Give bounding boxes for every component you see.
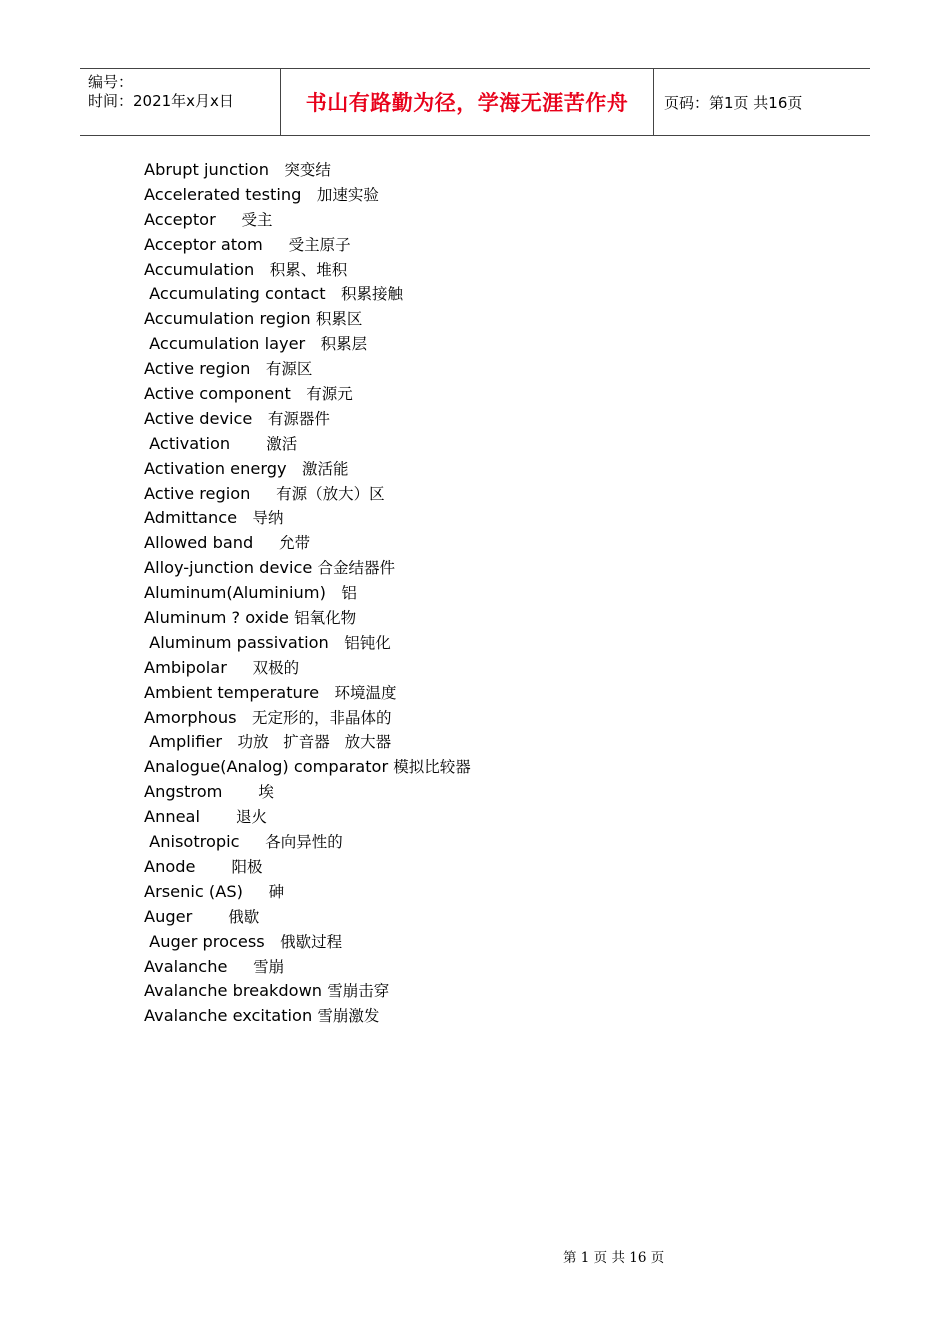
time-label: 时间：2021年x月x日 (88, 92, 234, 110)
entry-chinese-term: 受主 (241, 210, 273, 229)
entry-chinese-term: 雪崩 (253, 957, 285, 976)
entry-english-term: Allowed band (144, 533, 254, 553)
glossary-entry (144, 780, 844, 805)
glossary-entry (144, 531, 844, 556)
glossary-entry (144, 830, 844, 855)
glossary-entry (144, 880, 844, 905)
entry-english-term: Anode (144, 856, 196, 876)
entry-chinese-term: 积累接触 (340, 285, 403, 304)
entry-chinese-term: 突变结 (284, 161, 331, 179)
entry-spacer (326, 583, 341, 602)
glossary-entry (144, 581, 844, 606)
entry-english-term: Arsenic (AS) (144, 881, 243, 901)
entry-spacer (195, 857, 231, 876)
entry-spacer (253, 533, 279, 552)
glossary-entry (144, 432, 844, 457)
entry-chinese-term: 积累区 (315, 310, 363, 329)
glossary-entry (144, 631, 844, 656)
entry-spacer (254, 260, 269, 279)
entry-english-term: Auger process (144, 931, 265, 951)
entry-english-term: Active region (144, 483, 251, 503)
header-meta-cell (80, 69, 281, 135)
entry-chinese-term: 受主原子 (288, 235, 351, 254)
glossary-entry (144, 506, 844, 531)
entry-english-term: Acceptor (144, 209, 216, 229)
entry-english-term: Amorphous (144, 707, 237, 727)
entry-english-term: Aluminum passivation (144, 632, 329, 652)
glossary-entry (144, 930, 844, 955)
entry-spacer (287, 459, 302, 478)
glossary-entry (144, 258, 844, 283)
entry-chinese-term: 允带 (279, 534, 311, 553)
glossary-entry (144, 208, 844, 233)
entry-chinese-term: 埃 (258, 783, 274, 802)
entry-spacer (291, 384, 306, 403)
entry-chinese-term: 铝氧化物 (294, 609, 357, 628)
entry-spacer (227, 957, 253, 976)
entry-english-term: Avalanche excitation (144, 1006, 313, 1026)
entry-chinese-term: 无定形的，非晶体的 (251, 708, 392, 727)
entry-spacer (227, 658, 253, 677)
entry-spacer (263, 235, 289, 254)
entry-english-term: Anneal (144, 807, 200, 827)
glossary-entry (144, 357, 844, 382)
entry-spacer (222, 782, 258, 801)
entry-english-term: Active component (144, 384, 291, 404)
entry-english-term: Aluminum(Aluminium) (144, 583, 326, 603)
entry-chinese-term: 双极的 (252, 658, 300, 677)
entry-english-term: Amplifier (144, 732, 223, 752)
glossary-entry (144, 730, 844, 755)
entry-chinese-term: 铝钝化 (344, 633, 391, 652)
entry-spacer (237, 508, 252, 527)
entry-spacer (265, 932, 280, 951)
entry-english-term: Auger (144, 906, 193, 926)
glossary-entry (144, 955, 844, 980)
entry-chinese-term: 合金结器件 (317, 559, 396, 578)
entry-spacer (237, 708, 252, 727)
entry-chinese-term: 积累、堆积 (269, 260, 348, 279)
footer-page-number: 第 1 页 共 16 页 (563, 1250, 665, 1266)
entry-english-term: Accumulation (144, 259, 255, 279)
entry-spacer (305, 334, 320, 353)
entry-chinese-term: 加速实验 (316, 185, 379, 204)
entry-spacer (301, 185, 316, 204)
entry-chinese-term: 激活 (266, 434, 298, 453)
entry-english-term: Ambipolar (144, 657, 227, 677)
glossary-entry (144, 606, 844, 631)
glossary-entry (144, 1004, 844, 1029)
entry-english-term: Accumulation region (144, 309, 311, 329)
entry-spacer (250, 484, 276, 503)
entry-english-term: Accumulating contact (144, 284, 326, 304)
entry-english-term: Active device (144, 408, 253, 428)
motto-text: 书山有路勤为径，学海无涯苦作舟 (305, 91, 629, 115)
entry-spacer (250, 359, 265, 378)
entry-chinese-term: 模拟比较器 (393, 758, 471, 777)
glossary-entry (144, 706, 844, 731)
glossary-entry (144, 332, 844, 357)
glossary-entry (144, 979, 844, 1004)
entry-chinese-term: 俄歇过程 (280, 932, 343, 951)
entry-english-term: Activation (144, 433, 231, 453)
entry-english-term: Accumulation layer (144, 334, 306, 354)
entry-chinese-term: 退火 (236, 808, 268, 827)
entry-chinese-term: 环境温度 (334, 683, 397, 702)
entry-chinese-term: 雪崩击穿 (327, 982, 390, 1001)
entry-spacer (252, 409, 267, 428)
entry-english-term: Angstrom (144, 782, 223, 802)
glossary-entry (144, 233, 844, 258)
entry-spacer (269, 160, 284, 179)
entry-chinese-term: 导纳 (252, 509, 284, 528)
glossary-entry (144, 681, 844, 706)
glossary-entry (144, 482, 844, 507)
glossary-entry (144, 656, 844, 681)
entry-english-term: Aluminum ? oxide (144, 608, 289, 628)
glossary-list (144, 158, 844, 1029)
entry-chinese-term: 砷 (268, 882, 285, 901)
entry-english-term: Avalanche breakdown (144, 981, 323, 1001)
entry-chinese-term: 俄歇 (228, 907, 260, 926)
entry-spacer (230, 434, 266, 453)
entry-english-term: Active region (144, 359, 251, 379)
entry-english-term: Acceptor atom (144, 234, 263, 254)
entry-chinese-term: 有源器件 (267, 409, 330, 428)
entry-spacer (243, 882, 269, 901)
entry-chinese-term: 雪崩激发 (317, 1007, 380, 1026)
glossary-entry (144, 905, 844, 930)
entry-english-term: Alloy-junction device (144, 558, 313, 578)
entry-chinese-term: 铝 (341, 584, 357, 603)
glossary-entry (144, 183, 844, 208)
entry-english-term: Ambient temperature (144, 682, 320, 702)
header-motto-cell (281, 69, 654, 135)
entry-spacer (329, 633, 344, 652)
entry-spacer (216, 210, 242, 229)
glossary-entry (144, 407, 844, 432)
entry-english-term: Admittance (144, 508, 238, 528)
glossary-entry (144, 556, 844, 581)
glossary-entry (144, 855, 844, 880)
glossary-entry (144, 307, 844, 332)
entry-english-term: Avalanche (144, 956, 228, 976)
glossary-entry (144, 805, 844, 830)
entry-chinese-term: 积累层 (320, 335, 368, 354)
entry-chinese-term: 有源元 (306, 385, 353, 404)
entry-spacer (222, 732, 237, 751)
glossary-entry (144, 382, 844, 407)
entry-english-term: Analogue(Analog) comparator (144, 757, 389, 777)
entry-chinese-term: 有源区 (265, 360, 313, 379)
glossary-entry (144, 158, 844, 183)
entry-spacer (319, 683, 334, 702)
entry-chinese-term: 有源（放大）区 (276, 484, 385, 503)
glossary-entry (144, 457, 844, 482)
entry-chinese-term: 激活能 (302, 459, 349, 478)
glossary-entry (144, 755, 844, 780)
header-page-info: 页码：第1页 共16页 (664, 93, 803, 112)
header-page-cell (654, 69, 870, 135)
entry-chinese-term: 阳极 (231, 857, 263, 876)
entry-spacer (200, 807, 236, 826)
number-label: 编号： (88, 73, 134, 91)
entry-chinese-term: 各向异性的 (265, 833, 343, 852)
entry-english-term: Abrupt junction (144, 160, 269, 179)
entry-english-term: Activation energy (144, 458, 287, 478)
entry-spacer (240, 832, 266, 851)
entry-chinese-term: 功放 扩音器 放大器 (237, 733, 392, 752)
page-header (80, 68, 870, 136)
entry-spacer (326, 284, 341, 303)
glossary-entry (144, 282, 844, 307)
entry-english-term: Anisotropic (144, 832, 240, 852)
entry-english-term: Accelerated testing (144, 184, 302, 204)
entry-spacer (192, 907, 228, 926)
